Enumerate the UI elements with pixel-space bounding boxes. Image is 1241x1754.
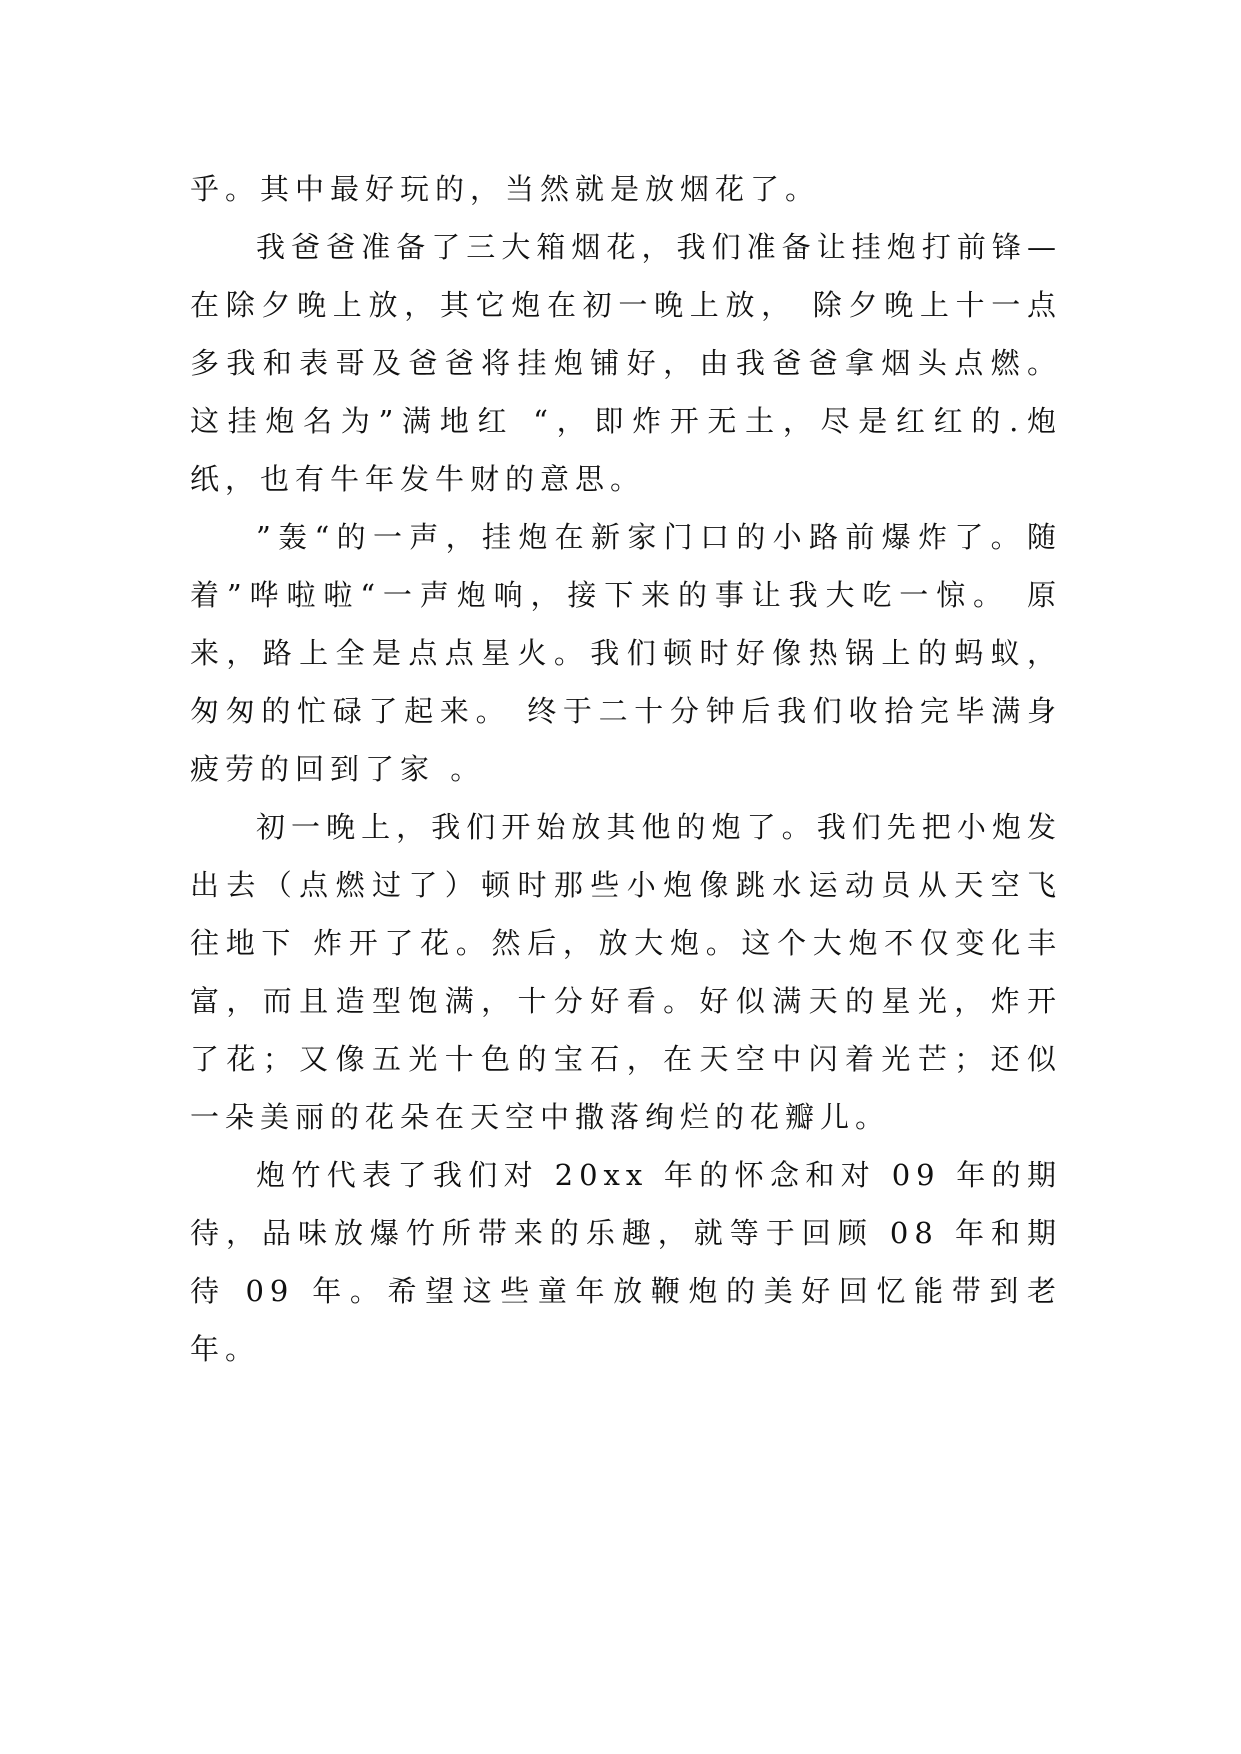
paragraph-continuation: 乎。其中最好玩的，当然就是放烟花了。	[190, 172, 821, 206]
document-body	[190, 160, 1062, 1378]
paragraph-conclusion: 炮竹代表了我们对 20xx 年的怀念和对 09 年的期待，品味放爆竹所带来的乐趣，就等于回顾 08 年和期待 09 年。希望这些童年放鞭炮的美好回忆能带到老年。	[190, 1158, 1062, 1366]
paragraph-fireworks-preparation: 我爸爸准备了三大箱烟花，我们准备让挂炮打前锋—在除夕晚上放，其它炮在初一晚上放， 除夕晚上十一点多我和表哥及爸爸将挂炮铺好，由我爸爸拿烟头点燃。这挂炮名为”满地红 “，即炸开无土，尽是红红的.炮纸，也有牛年发牛财的意思。	[190, 230, 1062, 496]
paragraph-new-year-night: 初一晚上，我们开始放其他的炮了。我们先把小炮发出去（点燃过了）顿时那些小炮像跳水运动员从天空飞往地下 炸开了花。然后，放大炮。这个大炮不仅变化丰富，而且造型饱满，十分好看。好似满天的星光，炸开了花；又像五光十色的宝石，在天空中闪着光芒；还似一朵美丽的花朵在天空中撒落绚烂的花瓣儿。	[190, 810, 1062, 1134]
paragraph-firecracker-explosion: ”轰“的一声，挂炮在新家门口的小路前爆炸了。随着”哗啦啦“一声炮响，接下来的事让我大吃一惊。 原来，路上全是点点星火。我们顿时好像热锅上的蚂蚁，匆匆的忙碌了起来。 终于二十分钟后我们收拾完毕满身疲劳的回到了家 。	[190, 520, 1062, 786]
